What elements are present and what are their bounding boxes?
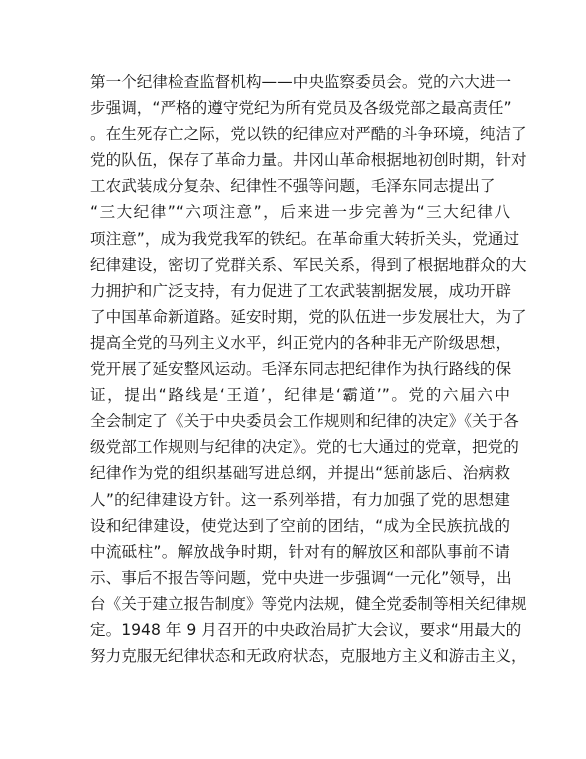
- text-line: 第一个纪律检查监督机构——中央监察委员会。党的六大进一: [90, 73, 512, 91]
- text-line: 提高全党的马列主义水平，纠正党内的各种非无产阶级思想，: [90, 333, 512, 352]
- text-line: 全会制定了《关于中央委员会工作规则和纪律的决定》《关于各: [90, 412, 519, 431]
- text-line: 人”的纪律建设方针。这一系列举措，有力加强了党的思想建: [90, 490, 510, 509]
- text-line: 示、事后不报告等问题，党中央进一步强调“一元化”领导，出: [90, 568, 512, 587]
- text-line: 纪律作为党的组织基础写进总纲，并提出“惩前毖后、治病救: [90, 464, 510, 483]
- text-line: 级党部工作规则与纪律的决定》。党的七大通过的党章，把党的: [90, 438, 519, 457]
- text-line: 中流砥柱”。解放战争时期，针对有的解放区和部队事前不请: [90, 542, 510, 561]
- body-paragraph: [90, 69, 527, 669]
- text-line: 努力克服无纪律状态和无政府状态，克服地方主义和游击主义，: [90, 647, 527, 666]
- text-line: 纪律建设，密切了党群关系、军民关系，得到了根据地群众的大: [90, 255, 527, 274]
- text-line: 定。1948 年 9 月召开的中央政治局扩大会议，要求“用最大的: [90, 620, 522, 639]
- text-line: 党开展了延安整风运动。毛泽东同志把纪律作为执行路线的保: [90, 360, 512, 379]
- text-line: 工农武装成分复杂、纪律性不强等问题，毛泽东同志提出了: [90, 177, 496, 196]
- text-line: 证，提出“路线是‘王道’，纪律是‘霸道’”。党的六届六中: [90, 386, 510, 405]
- text-line: 项注意”，成为我党我军的铁纪。在革命重大转折关头，党通过: [90, 229, 520, 248]
- text-line: 党的队伍，保存了革命力量。井冈山革命根据地初创时期，针对: [90, 151, 527, 170]
- text-line: 台《关于建立报告制度》等党内法规，健全党委制等相关纪律规: [90, 594, 527, 613]
- text-line: 步强调，“严格的遵守党纪为所有党员及各级党部之最高责任”: [90, 99, 512, 118]
- text-line: 。在生死存亡之际，党以铁的纪律应对严酷的斗争环境，纯洁了: [90, 125, 527, 144]
- text-line: 设和纪律建设，使党达到了空前的团结，“成为全民族抗战的: [90, 516, 510, 535]
- text-line: 力拥护和广泛支持，有力促进了工农武装割据发展，成功开辟: [90, 281, 512, 300]
- text-line: “三大纪律”“六项注意”，后来进一步完善为“三大纪律八: [90, 203, 510, 222]
- text-line: 了中国革命新道路。延安时期，党的队伍进一步发展壮大，为了: [90, 307, 527, 326]
